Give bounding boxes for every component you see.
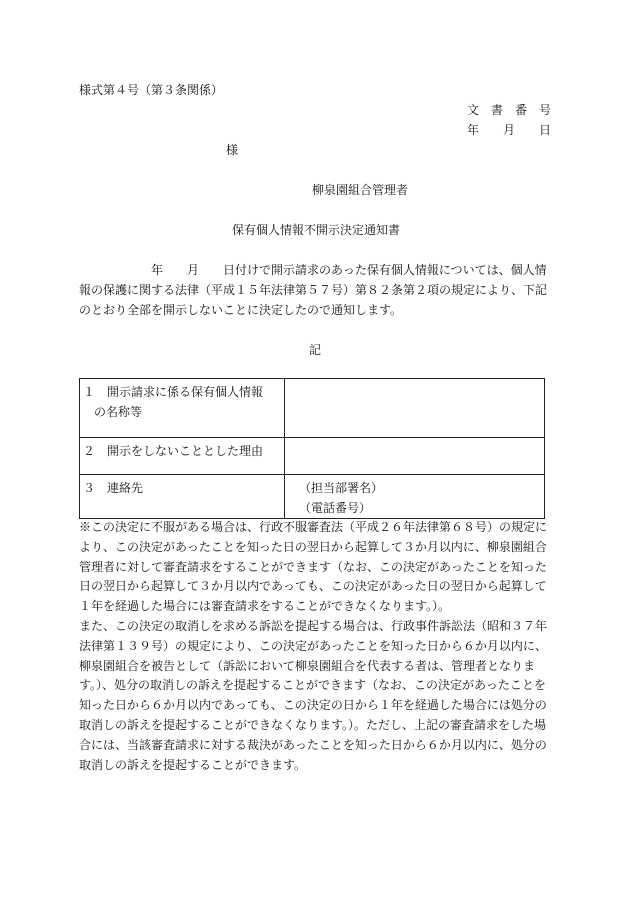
row1-value xyxy=(285,379,545,438)
row2-label: ２ 開示をしないこととした理由 xyxy=(83,444,264,458)
row3-value xyxy=(285,475,545,519)
contact-info xyxy=(285,475,544,518)
row3-dept: （担当部署名） xyxy=(299,481,384,495)
row2-value xyxy=(285,438,545,475)
lawsuit-note: また、この決定の取消しを求める訴訟を提起する場合は、行政事件訴訟法（昭和３７年法律第１３９号）の規定により、この決定があったことを知った日から６か月以内に、柳泉園組合を被告として（訴訟において柳泉園組合を代表する者は、管理者となります。）、処分の取消しの訴えを提起することができます（なお、この決定があったことを知った日から６か月以内であっても、この決定の日から１年を経過した場合には処分の取消しの訴えを提起することができなくなります。）。ただし、上記の審査請求をした場合には、当該審査請求に対する裁決があったことを知った日から６か月以内に、処分の取消しの訴えを提起することができます。 xyxy=(79,619,548,772)
table-cell-label xyxy=(80,438,285,475)
sender-name: 柳泉園組合管理者 xyxy=(312,183,409,197)
notice-body: 年 月 日付けで開示請求のあった保有個人情報については、個人情報の保護に関する法律（平成１５年法律第５７号）第８２条第２項の規定により、下記のとおり全部を開示しないことに決定したので通知します。 xyxy=(79,263,548,317)
row1-label-line2: の名称等 xyxy=(94,405,143,419)
document-number-label: 文 書 番 号 xyxy=(466,103,551,117)
date-label: 年 月 日 xyxy=(466,123,551,137)
table-cell-label xyxy=(80,379,285,438)
form-number: 様式第４号（第３条関係） xyxy=(79,83,224,97)
table-row xyxy=(80,475,545,519)
info-table xyxy=(79,378,545,519)
row3-label: ３ 連絡先 xyxy=(83,481,144,495)
appeal-note: ※この決定に不服がある場合は、行政不服審査法（平成２６年法律第６８号）の規定により、この決定があったことを知った日の翌日から起算して３か月以内に、柳泉園組合管理者に対して審査請求をすることができます（なお、この決定があったことを知った日の翌日から起算して３か月以内であっても、この決定があった日の翌日から起算して１年を経過した場合には審査請求をすることができなくなります。）。 xyxy=(79,520,548,614)
addressee-suffix: 様 xyxy=(226,143,239,157)
row1-label-line1: １ 開示請求に係る保有個人情報 xyxy=(83,385,264,399)
document-title: 保有個人情報不開示決定通知書 xyxy=(232,223,401,237)
table-row xyxy=(80,438,545,475)
table-cell-label xyxy=(80,475,285,519)
ki-heading: 記 xyxy=(309,343,322,357)
row3-phone: （電話番号） xyxy=(299,501,372,515)
table-row xyxy=(80,379,545,438)
row1-label xyxy=(80,379,284,422)
